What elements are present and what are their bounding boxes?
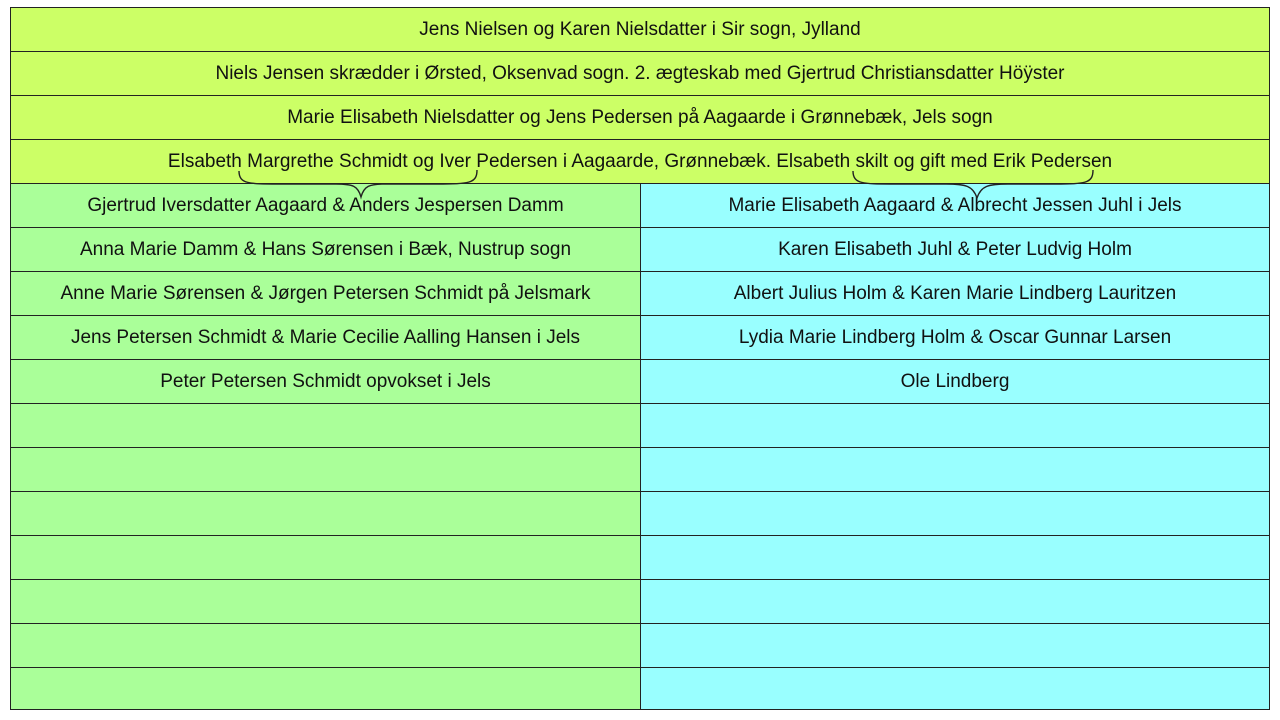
right-branch-row <box>641 668 1269 712</box>
right-branch-row: Marie Elisabeth Aagaard & Albrecht Jessen Juhl i Jels <box>641 184 1269 228</box>
left-branch-row <box>11 668 640 712</box>
left-branch-row <box>11 624 640 668</box>
right-branch-row: Karen Elisabeth Juhl & Peter Ludvig Holm <box>641 228 1269 272</box>
right-branch-row <box>641 404 1269 448</box>
left-branch-row <box>11 448 640 492</box>
generation-row-2: Niels Jensen skrædder i Ørsted, Oksenvad sogn. 2. ægteskab med Gjertrud Christiansdatter Höÿster <box>11 52 1269 96</box>
left-branch-row <box>11 492 640 536</box>
left-branch-row: Anne Marie Sørensen & Jørgen Petersen Schmidt på Jelsmark <box>11 272 640 316</box>
right-branch-column <box>641 184 1269 709</box>
right-branch-row: Lydia Marie Lindberg Holm & Oscar Gunnar Larsen <box>641 316 1269 360</box>
right-branch-row: Ole Lindberg <box>641 360 1269 404</box>
right-branch-row <box>641 448 1269 492</box>
generation-row-1: Jens Nielsen og Karen Nielsdatter i Sir sogn, Jylland <box>11 8 1269 52</box>
right-branch-row <box>641 536 1269 580</box>
left-branch-column <box>11 184 641 709</box>
left-branch-row: Anna Marie Damm & Hans Sørensen i Bæk, Nustrup sogn <box>11 228 640 272</box>
left-branch-row <box>11 580 640 624</box>
left-branch-row: Jens Petersen Schmidt & Marie Cecilie Aalling Hansen i Jels <box>11 316 640 360</box>
right-branch-row <box>641 580 1269 624</box>
left-branch-row: Gjertrud Iversdatter Aagaard & Anders Jespersen Damm <box>11 184 640 228</box>
right-branch-row <box>641 492 1269 536</box>
right-branch-row: Albert Julius Holm & Karen Marie Lindberg Lauritzen <box>641 272 1269 316</box>
generation-row-4: Elsabeth Margrethe Schmidt og Iver Pedersen i Aagaarde, Grønnebæk. Elsabeth skilt og gift med Erik Pedersen <box>11 140 1269 184</box>
family-tree-chart <box>10 7 1270 710</box>
left-branch-row <box>11 404 640 448</box>
left-branch-row <box>11 536 640 580</box>
left-branch-row: Peter Petersen Schmidt opvokset i Jels <box>11 360 640 404</box>
right-branch-row <box>641 624 1269 668</box>
generation-row-3: Marie Elisabeth Nielsdatter og Jens Pedersen på Aagaarde i Grønnebæk, Jels sogn <box>11 96 1269 140</box>
